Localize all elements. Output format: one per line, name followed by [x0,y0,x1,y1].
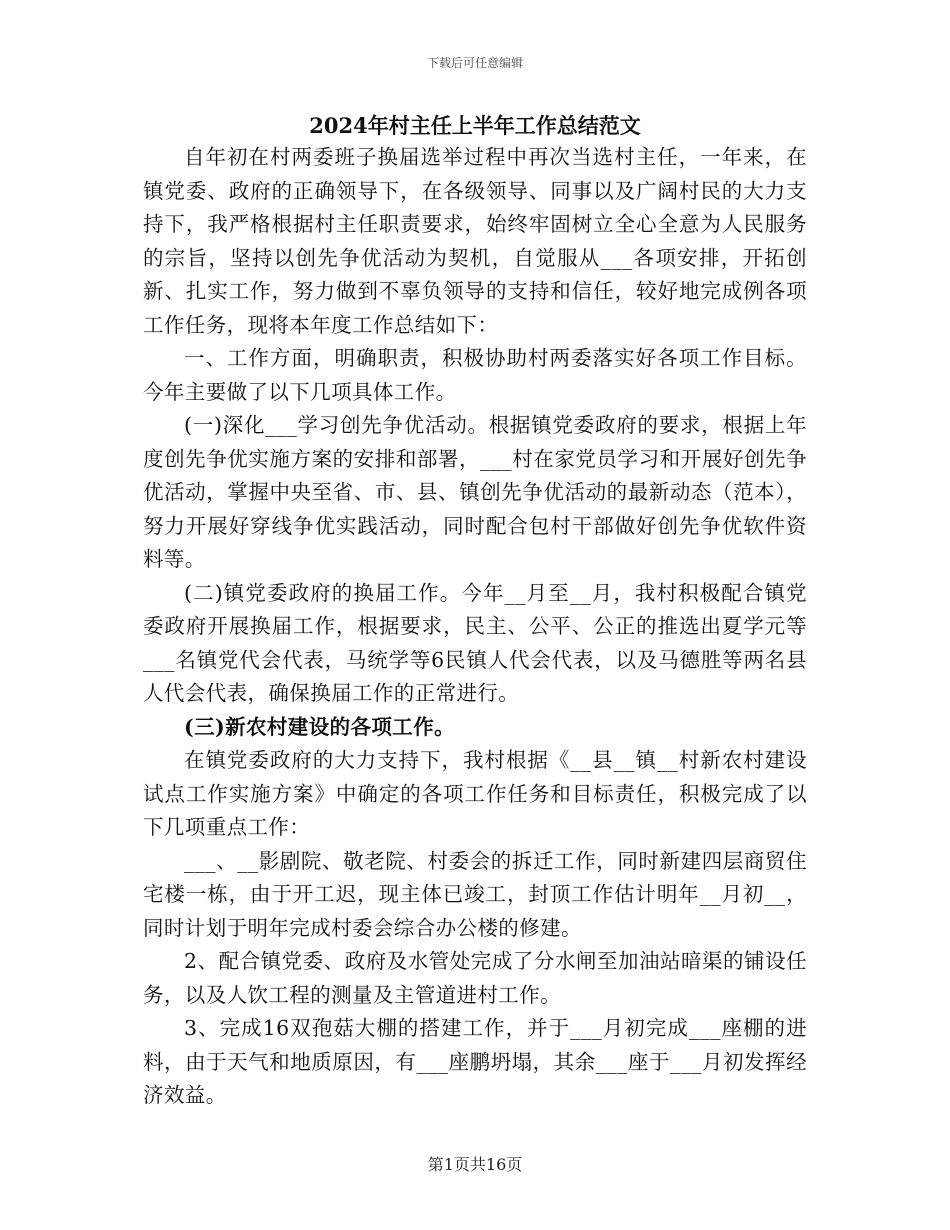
paragraph-item-3-intro: 在镇党委政府的大力支持下，我村根据《__县__镇__村新农村建设试点工作实施方案》中确定的各项工作任务和目标责任，积极完成了以下几项重点工作： [143,748,807,839]
paragraph-section-1: 一、工作方面，明确职责，积极协助村两委落实好各项工作目标。今年主要做了以下几项具体工作。 [143,346,807,404]
paragraph-task-2: 2、配合镇党委、政府及水管处完成了分水闸至加油站暗渠的铺设任务，以及人饮工程的测量及主管道进村工作。 [143,949,807,1007]
paragraph-item-1: (一)深化___学习创先争优活动。根据镇党委政府的要求，根据上年度创先争优实施方案的安排和部署，___村在家党员学习和开展好创先争优活动，掌握中央至省、市、县、镇创先争优活动的最新动态（范本），努力开展好穿线争优实践活动，同时配合包村干部做好创先争优软件资料等。 [143,413,807,571]
document-title: 2024年村主任上半年工作总结范文 [309,113,641,138]
paragraph-item-2: (二)镇党委政府的换届工作。今年__月至__月，我村积极配合镇党委政府开展换届工作，根据要求，民主、公平、公正的推选出夏学元等___名镇党代会代表，马统学等6民镇人代会代表，以及马德胜等两名县人代会代表，确保换届工作的正常进行。 [143,580,807,705]
paragraph-task-3: 3、完成16双孢菇大棚的搭建工作，并于___月初完成___座棚的进料，由于天气和地质原因，有___座鹏坍塌，其余___座于___月初发挥经济效益。 [143,1016,807,1107]
paragraph-intro: 自年初在村两委班子换届选举过程中再次当选村主任，一年来，在镇党委、政府的正确领导下，在各级领导、同事以及广阔村民的大力支持下，我严格根据村主任职责要求，始终牢固树立全心全意为人民服务的宗旨，坚持以创先争优活动为契机，自觉服从___各项安排，开拓创新、扎实工作，努力做到不辜负领导的支持和信任，较好地完成例各项工作任务，现将本年度工作总结如下： [143,145,807,337]
header-note: 下载后可任意编辑 [426,56,523,70]
page-number-footer: 第1页共16页 [427,1155,523,1174]
paragraph-task-1: ___、__影剧院、敬老院、村委会的拆迁工作，同时新建四层商贸住宅楼一栋，由于开工迟，现主体已竣工，封顶工作估计明年__月初__，同时计划于明年完成村委会综合办公楼的修建。 [143,848,807,940]
paragraph-item-3-heading: (三)新农村建设的各项工作。 [184,714,455,739]
document-body [143,141,807,1113]
